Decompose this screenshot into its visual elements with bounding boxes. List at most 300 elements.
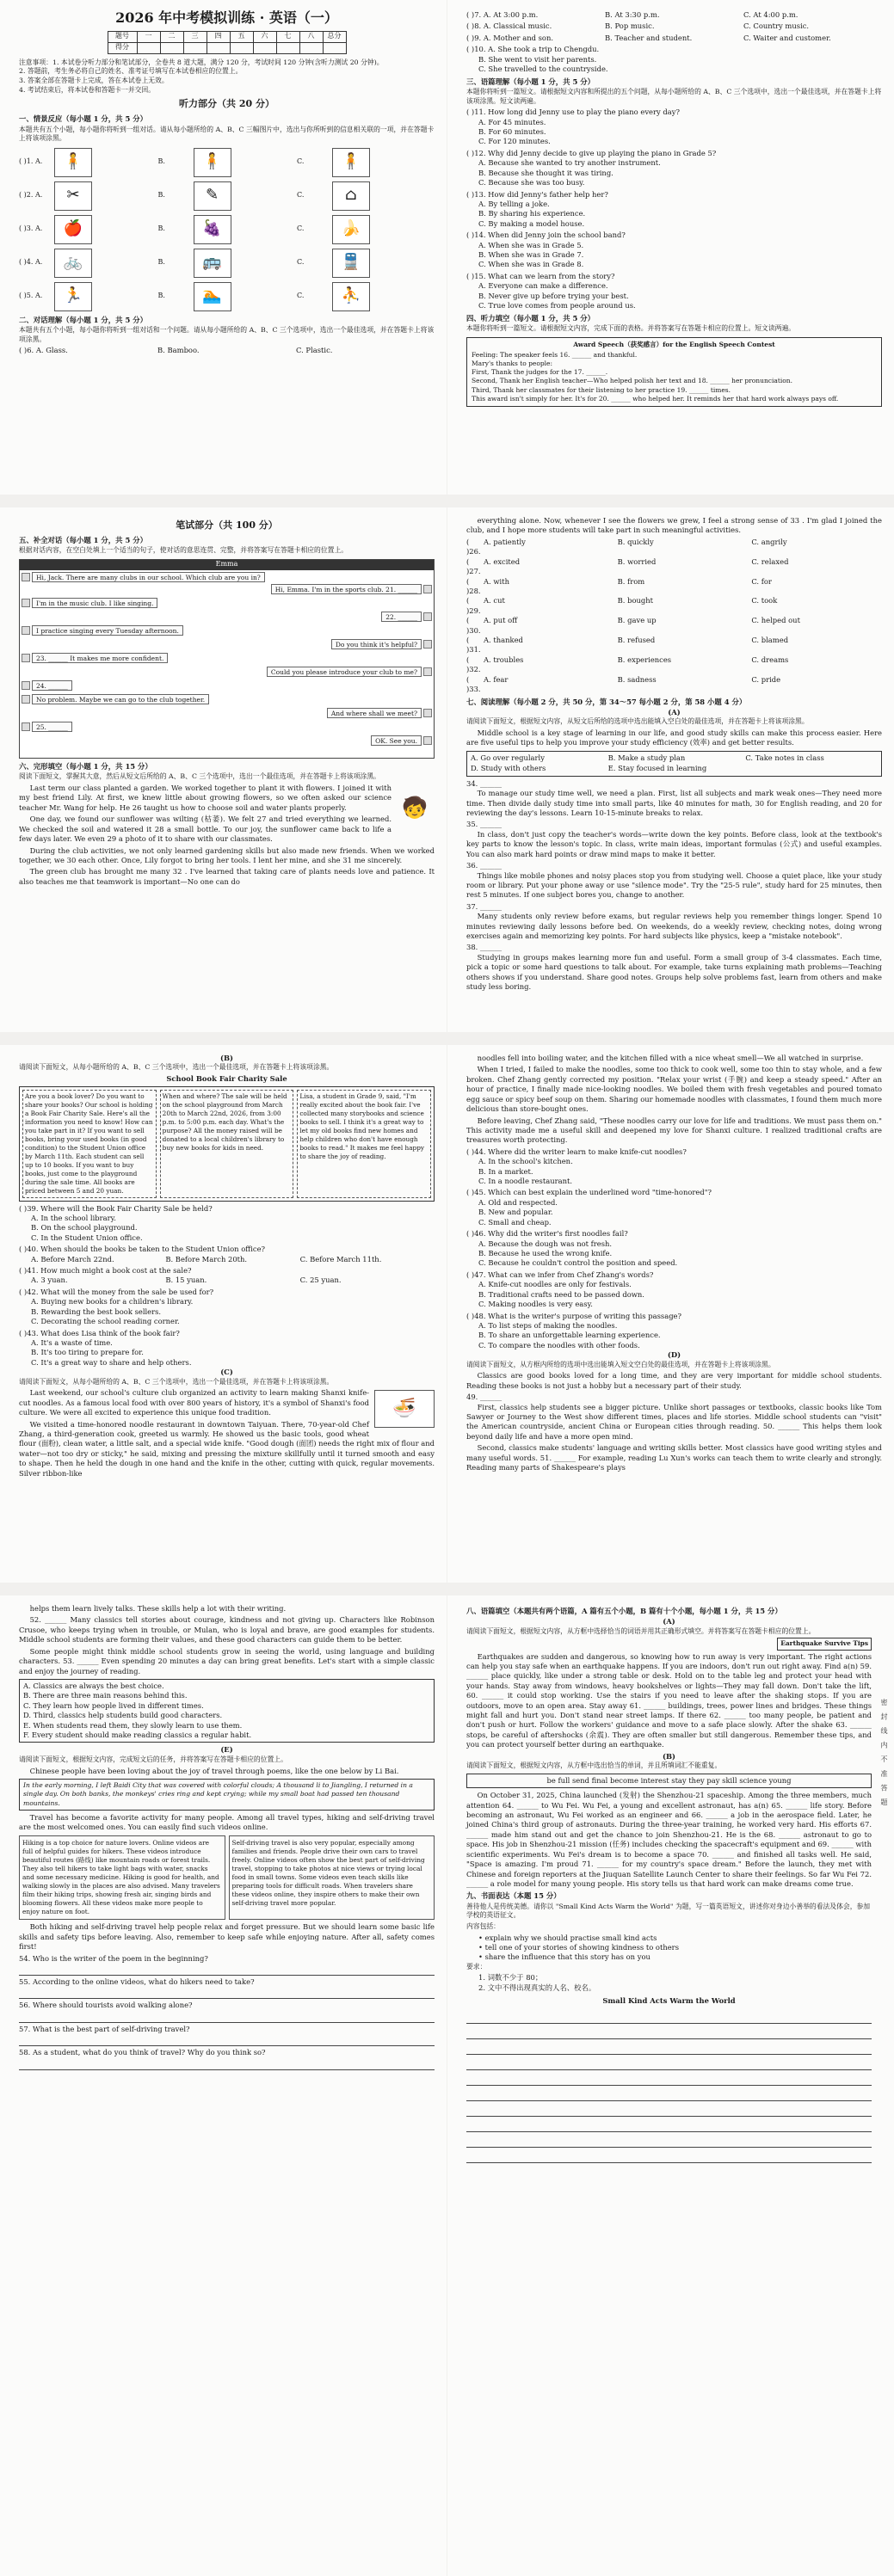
box-option: F. Every student should make reading classics a regular habit. [23,1731,252,1740]
part-c-desc: 请阅读下面短文，从每小题所给的 A、B、C 三个选项中，选出一个最佳选项，并在答题卡上将该项涂黑。 [19,1377,334,1386]
passage-paragraph: Classics are good books loved for a long time, and they are very important for middle school students. Reading these books is not just a hobby but a necessary part of their study. [466,1371,882,1390]
questions-7-9 [466,10,882,43]
question-stem: ( )43. What does Lisa think of the book fair? [19,1328,180,1337]
passage-paragraph: We visited a time-honored noodle restaurant in downtown Taiyuan. There, 70-year-old Chef Zhang, a third-generation cook, greeted us warmly. He showed us the basic tools, good wheat flour (面粉), clean water, a little salt, and a special wide knife. "Good dough (面团) needs the right mix of flour and water—not too dry or sticky," he said, mixing and pressing the mixture skillfully until it turned smooth and easy to shape. Then he held the dough in one hand and the knife in the other, cutting with quick, regular movements. Silver ribbon-like [19,1419,435,1478]
classics-passage-cont [19,1604,435,1676]
picture-row [19,249,435,278]
note-item: 1. 词数不少于 80； [478,1973,543,1983]
section-7-title: 七、阅读理解（每小题 2 分，共 50 分，第 34～57 每小题 2 分，第 58 小题 4 分） [466,697,747,706]
question-stem: ( )15. What can we learn from the story? [466,271,615,280]
option-label: ( )4. A. [19,258,43,267]
chat-bubble: 24. ______ [32,680,72,691]
picture-option [158,181,296,211]
score-table [108,31,347,54]
picture-option [158,282,296,311]
question-stem: 55. According to the online videos, what do hikers need to take? [19,1977,255,1986]
hiking-column: Hiking is a top choice for nature lovers. Online videos are full of helpful guides for hikers. These videos introduce beautiful routes (路线) like mountain roads or forest trails. They also tell hikers to take light bags with water, snacks and some necessary medicine. Hiking is good for health, and walking slowly in the places are also advised. Many travelers film their hiking trips, showing fresh air, singing birds and blooming flowers. All these videos make more people to enjoy nature on foot. [19,1835,225,1921]
passage-paragraph: One day, we found our sunflower was wilting (枯萎). We felt 27 and tried everything we learned. We checked the soil and watered it 28 a small bottle. To our joy, the sunflower came back to life a few days later. We even 29 a photo of it to share with our classmates. [19,815,392,844]
travel-paragraph: Travel has become a favorite activity for many people. Among all travel types, hiking and self-driving travel are the most welcomed ones. You can easily find such videos online. [19,1812,435,1832]
question-option: C. Because he couldn't control the position and speed. [478,1258,678,1268]
question-option: A. Because she wanted to try another instrument. [478,158,661,168]
question-row [466,34,882,43]
part-a-label-8: (A) [663,1617,675,1626]
option-label: ( )2. A. [19,191,43,200]
question-option: C. Making noodles is very easy. [478,1300,593,1309]
question-stem: ( )41. How much might a book cost at the sale? [19,1266,192,1276]
part-a-paragraphs [466,779,882,993]
picture-icon: 🧍 [54,148,92,177]
avatar-right [423,640,432,649]
box-option: C. Take notes in class [745,753,824,762]
avatar-right [423,736,432,745]
option-label: B. [157,292,165,300]
essay-line [466,2041,872,2055]
question-option: C. Decorating the school reading corner. [31,1317,180,1326]
passage-paragraph: Many students only review before exams, but regular reviews help you remember things longer. Spend 10 minutes reviewing daily lessons before bed. On weekends, do a weekly review, checking notes, doing wrong exercises again and memorizing key points. For hard subjects like physics, keep a "mistake notebook". [466,912,882,941]
question-option: B. By sharing his experience. [478,209,586,218]
picture-icon: 🍎 [54,215,92,244]
cloze-option: B. quickly [617,537,654,546]
passage-paragraph: The green club has brought me many 32 . I've learned that taking care of plants needs love and patience. It also teaches me that teamwork is important—No one can do [19,867,435,886]
essay-writing-lines [466,2010,872,2163]
picture-option [19,181,157,211]
picture-option [297,215,435,244]
chat-bubble: No problem. Maybe we can go to the club together. [32,694,209,704]
wu-fei-passage: On October 31, 2025, China launched (发射) the Shenzhou-21 spaceship. Among the three members, much attention 64. ______ to Wu Fei. Wu Fei, a young and excellent astronaut, has a(n) 65. ______ life story. Before becoming an astronaut, Wu Fei worked as an engineer and 66. ______ a job in the aerospace field. Later, he joined China's third group of astronauts. During the three-year training, he worked very hard. His efforts 67. ______ made him stand out and get the chance to join Shenzhou-21. He is the 68. ______ astronaut to go to space. His job in Shenzhou-21 mission (任务) includes checking the spacecraft's equipment and 69. ______ with scientific experiments. Wu Fei's dream is to become a space 70. ______ and finished all tasks well. He said, "Space is amazing. I'm proud 71. ______ for my country's space dream." Before the launch, they met with Chinese and foreign reporters at the Jiuquan Satellite Launch Center to share their feelings. So far Wu Fei 72. ______ a role model for many young people. His story tells us that hard work can make dreams come true. [466,1791,872,1888]
exam-page-7 [0,1595,447,2576]
question-number: ( )29. [466,596,481,615]
exam-page-6 [447,1045,894,1583]
award-line: Feeling: The speaker feels 16. ______ and thankful. [472,350,638,359]
cloze-option: A. thanked [484,636,523,645]
notes-title: 要求： [466,1962,487,1970]
score-header-cell: 题号 [108,31,137,42]
question-option: A. Before March 22nd. [31,1254,114,1263]
question-option: A. Knife-cut noodles are only for festivals. [478,1280,632,1289]
award-line: Mary's thanks to people: [472,359,553,367]
question-option: A. For 45 minutes. [478,117,546,126]
picture-option [297,249,435,278]
section-8-title: 八、语篇填空（本题共有两个语篇，A 篇有五个小题，B 篇有十个小题，每小题 1 分，共 15 分） [466,1607,782,1615]
part-d-desc: 请阅读下面短文，从方框内所给的选项中选出能填入短文空白处的最佳选项，并在答题卡上将该项涂黑。 [466,1360,775,1368]
questions-11-15 [466,108,882,310]
question-option: C. 25 yuan. [299,1276,342,1285]
cloze-option: A. troubles [484,655,524,664]
options-box [466,751,882,777]
chat-bubble: 25. ______ [32,722,72,732]
question-stem: ( )39. Where will the Book Fair Charity Sale be held? [19,1203,213,1213]
cloze-option: A. put off [484,616,518,625]
cloze-option: B. gave up [617,616,657,625]
question-option: C. True love comes from people around us. [478,301,636,310]
page-1-content [19,9,435,489]
classics-passage [466,1371,882,1472]
section-9-title: 九、书面表达（本题 15 分） [466,1891,561,1901]
question-option: A. In the school's kitchen. [478,1157,573,1166]
cloze-option: C. took [751,596,778,606]
avatar-left [22,654,30,662]
question-option: B. Rewarding the best book sellers. [31,1306,162,1316]
picture-icon: 🚲 [54,249,92,278]
option-label: C. [297,258,305,267]
picture-icon: 🧍 [194,148,231,177]
question-option: B. Traditional crafts need to be passed down. [478,1289,644,1299]
exam-page-5 [0,1045,447,1583]
cloze-option: B. experiences [617,655,672,664]
picture-row [19,215,435,244]
section-4-desc: 本题你将听到一篇短文。请根据短文内容，完成下面的表格。并将答案写在答题卡相应的位置上。短文读两遍。 [466,324,796,332]
passage-paragraph: 52. ______ Many classics tell stories about courage, kindness and not giving up. Characters like Robinson Crusoe, who keeps trying when in trouble, or Mulan, who is loyal and brave, are good examples for students. Middle school students are forming their values, and these good characters can guide them to be better. [19,1615,435,1645]
avatar-right [423,709,432,717]
essay-line [466,2103,872,2117]
picture-option [19,249,157,278]
award-line: First, Thank the judges for the 17. ______. [472,368,608,377]
award-title: Award Speech（获奖感言）for the English Speech Contest [573,340,775,348]
cloze-options [466,538,882,695]
picture-icon: 🍌 [332,215,370,244]
question-option: A. Because the dough was not fresh. [478,1239,613,1248]
option-label: B. [157,224,165,233]
cloze-option: A. excited [484,556,521,566]
question-stem: ( )44. Where did the writer learn to make knife-cut noodles? [466,1147,687,1156]
option-a: ( )9. A. Mother and son. [466,33,554,42]
box-option: B. There are three main reasons behind this. [23,1691,188,1700]
question-option: A. In the school library. [31,1213,116,1222]
score-cell [253,42,276,53]
cloze-option: C. dreams [751,655,789,664]
word-box: be full send final become interest stay they pay skill science young [466,1774,872,1788]
picture-option [158,215,296,244]
option-a: ( )8. A. Classical music. [466,22,552,31]
award-line: Third, Thank her classmates for their listening to her practice 19. ______ times. [472,385,731,394]
question-option: C. To compare the noodles with other foods. [478,1340,640,1349]
avatar-right [423,667,432,676]
question-option: A. Old and respected. [478,1197,558,1207]
picture-row [19,282,435,311]
picture-icon: ⛹ [332,282,370,311]
safety-paragraph: Both hiking and self-driving travel help people relax and forget pressure. But we should learn some basic life skills and safety tips before leaving. Also, remember to keep safe while enjoying nature. After all, safety comes first! [19,1922,435,1952]
cloze-option: C. pride [751,674,781,684]
passage-paragraph: 34. ______ [466,778,502,788]
question-stem: ( )48. What is the writer's purpose of writing this passage? [466,1311,681,1320]
exam-page-4 [447,507,894,1032]
requirement-item: • share the influence that this story has on you [478,1952,650,1962]
question-stem: 58. As a student, what do you think of travel? Why do you think so? [19,2048,266,2057]
answer-line [19,2013,435,2023]
part-b-desc: 请阅读下面短文，从每小题所给的 A、B、C 三个选项中，选出一个最佳选项，并在答题卡上将该项涂黑。 [19,1063,334,1072]
option-c: C. At 4:00 p.m. [743,10,798,19]
question-option: C. By making a model house. [478,218,585,228]
award-line: This award isn't simply for her. It's for 20. ______ who helped her. It reminds her that hard work always pays off. [472,394,839,403]
question-number: ( )28. [466,576,481,595]
q6-c: C. Plastic. [296,346,333,355]
picture-option [158,148,296,177]
option-label: C. [297,292,305,300]
question-option: B. On the school playground. [31,1223,138,1233]
box-option: B. Make a study plan [607,753,686,762]
passage-paragraph: 38. ______ [466,943,502,952]
travel-columns [19,1835,435,1921]
cloze-option: C. angrily [751,537,787,546]
passage-paragraph: 35. ______ [466,820,502,829]
option-b: B. Teacher and student. [605,33,693,42]
question-stem: ( )42. What will the money from the sale be used for? [19,1287,214,1296]
score-header-cell: 三 [183,31,207,42]
question-option: C. For 120 minutes. [478,137,551,146]
section-9-desc: 善待他人是传统美德。请你以 "Small Kind Acts Warm the World" 为题，写一篇英语短文，讲述你对身边小善举的看法及体会，参加学校的英语征文。 [466,1902,871,1920]
score-header-cell: 五 [230,31,253,42]
essay-line [466,2149,872,2163]
chat-bubble: And where shall we meet? [327,708,422,718]
earthquake-passage: Earthquakes are sudden and dangerous, so knowing how to run away is very important. The right actions can help you stay safe when an earthquake happens. If you are indoors, don't run out right away. Find a(n) 59. ______ place quickly, like under a strong table or desk. Hold on to the table leg and protect your head with your hands. Stay away from windows, heavy bookshelves or lights—They may fall down. Don't take the lift, 60. ______ it could stop working. Use the stairs if you need to leave after the shaking stops. If you are outdoors, move to an open area. Stay away 61. ______ buildings, trees, power lines and bridges. These things might fall and hurt you. Don't stand near street lamps. If there 62. ______ too many people, be patient and don't push or hurt. Follow the workers' guidance and move to a safe place slowly. After the shake 63. ______ stops, be careful of aftershocks (余震). They are often smaller but still dangerous. Remember these tips, and you can protect yourself better during an earthquake. [466,1651,872,1749]
notice-list [19,58,435,95]
questions-54-58 [19,1954,435,2070]
essay-line [466,2010,872,2024]
avatar-left [22,681,30,690]
question-stem: 54. Who is the writer of the poem in the beginning? [19,1953,208,1963]
box-option: C. They learn how people lived in different times. [23,1700,204,1710]
passage-paragraph: noodles fell into boiling water, and the kitchen filled with a nice wheat smell—We all watched in surprise. [477,1054,864,1062]
written-title: 笔试部分（共 100 分） [176,520,278,531]
picture-option [297,148,435,177]
question-number: ( )26. [466,537,481,556]
question-option: C. In a noodle restaurant. [478,1177,573,1186]
section-3-title: 三、语篇理解（每小题 1 分，共 5 分） [466,77,595,86]
avatar-left [22,695,30,704]
question-stem: ( )45. Which can best explain the underlined word "time-honored"? [466,1188,712,1197]
question-row [466,10,882,20]
picture-option [297,181,435,211]
requirement-item: • tell one of your stories of showing kindness to others [478,1943,679,1952]
part-a-desc: 请阅读下面短文，根据短文内容，从短文后所给的选项中选出能填入空白处的最佳选项，并在答题卡上将该项涂黑。 [466,717,809,726]
question-stem: ( )11. How long did Jenny use to play the piano every day? [466,108,680,117]
option-label: ( )1. A. [19,157,43,166]
passage-paragraph: Before leaving, Chef Zhang said, "These noodles carry our love for life and traditions. We must pass them on." This activity made me a useful skill and deepened my love for Shanxi culture. I realized traditional crafts are treasures worth protecting. [466,1116,882,1145]
seal-line-strip: 密 封 线 内 不 准 答 题 [880,1699,888,1808]
cloze-option: C. blamed [751,636,789,645]
earthquake-tag: Earthquake Survive Tips [777,1638,872,1650]
picture-icon: ✎ [194,181,231,211]
box-option: A. Classics are always the best choice. [23,1681,164,1690]
section-6-title: 六、完形填空（每小题 1 分，共 15 分） [19,761,152,771]
answer-line [19,1989,435,1999]
picture-icon: ✂ [54,181,92,211]
section-6-desc: 阅读下面短文，掌握其大意，然后从短文后所给的 A、B、C 三个选项中，选出一个最佳选项，并在答题卡上将该项涂黑。 [19,772,380,781]
page-6-content [466,1054,882,1577]
chat-bubble: Do you think it's helpful? [331,639,422,649]
page-8-content [466,1604,872,2571]
passage-paragraph: During the club activities, we not only learned gardening skills but also made new friends. When we worked together, we 30 each other. Once, Lily forgot to bring her tools. I lent her mine, and she 31 me sincerely. [19,845,435,864]
picture-questions [19,148,435,311]
essay-title: Small Kind Acts Warm the World [602,1996,736,2006]
poem-box: In the early morning, I left Baidi City that was covered with colorful clouds; A thousand li to Jiangling, I returned in a single day. On both banks, the monkeys' cries ring and kept crying; while my small boat had passed ten thousand mountains. [19,1779,435,1811]
question-number: ( )33. [466,674,481,694]
avatar-left [22,573,30,581]
essay-line [466,2134,872,2148]
part-b-label: (B) [219,1054,233,1062]
page-4-content [466,516,882,1027]
part-a-desc-8: 请阅读下面短文，根据短文内容，从方框中选择恰当的词语并用其正确形式填空。并将答案写在答题卡相应的位置上。 [466,1626,816,1635]
chat-bubble: I practice singing every Tuesday afternoon. [32,625,183,636]
q10-opt-b: B. She went to visit her parents. [478,54,597,64]
kid-gardening-illustration: 🧒 [402,795,428,820]
part-e-desc: 请阅读下面短文，根据短文内容，完成短文后的任务，并将答案写在答题卡相应的位置上。 [19,1755,287,1763]
avatar-right [423,585,432,593]
essay-line [466,2072,872,2086]
question-option: C. Small and cheap. [478,1217,552,1227]
cloze-option: C. helped out [751,616,800,625]
award-speech-table [466,337,882,407]
passage-paragraph: Things like mobile phones and noisy places stop you from studying well. Choose a quiet place, like your study room or library. Put your phone away or use "silence mode". Try the "25-5 rule", study hard for 25 minutes, then rest 5 minutes. If one subject bores you, change to another. [466,870,882,900]
requirement-item: • explain why we should practise small kind acts [478,1933,657,1942]
passage-paragraph: To manage our study time well, we need a plan. First, list all subjects and mark weak ones—They need more time. Then divide daily study time into small parts, like 40 minutes for math, 30 for English reading, and 20 for reviewing the day's lessons. Learn 10-15-minute breaks to relax. [466,789,882,817]
section-1-title: 一、情景反应（每小题 1 分，共 5 分） [19,114,147,124]
cloze-option: B. worried [617,556,657,566]
chat-bubble: Hi, Jack. There are many clubs in our school. Which club are you in? [32,572,265,582]
part-a-label: (A) [668,708,681,717]
page-3-content [19,516,435,1027]
score-header-cell: 六 [253,31,276,42]
question-option: B. 15 yuan. [165,1276,207,1285]
chat-bubble: 22. ______ [381,612,422,622]
requirements-title: 内容包括： [466,1921,500,1930]
part-d-label: (D) [667,1350,681,1360]
question-10: ( )10. A. She took a trip to Chengdu. [466,45,600,54]
question-option: B. When she was in Grade 7. [478,250,584,260]
section-2-title: 二、对话理解（每小题 1 分，共 5 分） [19,315,147,324]
passage-paragraph: When I tried, I failed to make the noodles, some too thick to cook well, some too thin to stay whole, and a few broken. Chef Zhang gently corrected my position. "Relax your wrist (手腕) and keep a steady speed." After an hour of practice, I finally made nice-looking noodles. We boiled them with fresh vegetables and poured tomato egg sauce or spicy beef soup on them. Sharing our homemade noodles with classmates, I found them much more delicious than store-bought ones. [466,1065,882,1114]
question-stem: 56. Where should tourists avoid walking alone? [19,2001,193,2010]
passage-paragraph: 36. ______ [466,861,502,870]
question-option: B. It's too tiring to prepare for. [31,1348,144,1357]
exam-page-2 [447,0,894,495]
picture-option [19,215,157,244]
chat-bubble: 23. ______ It makes me more confident. [32,653,168,663]
option-label: C. [297,157,305,166]
cloze-option: C. relaxed [751,556,789,566]
essay-line [466,2056,872,2070]
score-header-cell: 八 [299,31,323,42]
note-item: 2. 文中不得出现真实的人名、校名。 [478,1983,596,1992]
requirements-list [466,1934,872,1963]
sale-col-3: Lisa, a student in Grade 9, said, "I'm really excited about the book fair. I've collected many storybooks and science books to sell. I think it's a great way to let my old books find new homes and help children who don't have enough books to read." It makes me feel happy to share the joy of reading. [297,1090,431,1197]
part-a-intro: Middle school is a key stage of learning in our life, and good study skills can make this process easier. Here are five useful tips to help you improve your study efficiency (效率) and get better results. [466,729,882,747]
question-options-row [19,1255,435,1264]
picture-icon: 🏊 [194,282,231,311]
sale-title: School Book Fair Charity Sale [166,1074,287,1084]
option-label: ( )5. A. [19,292,43,300]
option-b: B. Pop music. [605,22,655,31]
section-4-title: 四、听力填空（每小题 1 分，共 5 分） [466,313,595,323]
question-stem: ( )40. When should the books be taken to the Student Union office? [19,1245,266,1254]
option-label: B. [157,258,165,267]
noodle-bowl-illustration: 🍜 [374,1390,435,1428]
option-label: ( )3. A. [19,224,43,233]
question-option: A. Everyone can make a difference. [478,281,608,291]
question-option: A. To list steps of making the noodles. [478,1320,618,1330]
notice-item: 注意事项：1. 本试卷分听力部分和笔试部分，全卷共 8 道大题，满分 120 分，考试时间 120 分钟(含听力测试 20 分钟)。 [19,58,384,66]
question-option: B. New and popular. [478,1208,553,1217]
question-option: C. Because she was too busy. [478,178,585,188]
award-lines [472,351,877,403]
cloze-option: C. for [751,576,772,586]
essay-line [466,2026,872,2039]
cloze-passage [19,784,435,887]
question-option: C. When she was in Grade 8. [478,260,584,269]
avatar-left [22,722,30,731]
question-option: C. Before March 11th. [299,1254,382,1263]
score-cell [160,42,183,53]
cloze-option: A. cut [484,596,505,606]
picture-option [19,282,157,311]
part-c-label: (C) [220,1368,233,1377]
question-stem: ( )14. When did Jenny join the school band? [466,231,626,240]
cloze-option: B. bought [617,596,654,606]
question-option: A. Buying new books for a children's library. [31,1297,194,1306]
option-c: C. Country music. [743,22,810,31]
box-option: D. Study with others [471,764,546,773]
page-7-content [19,1604,435,2571]
questions-44-48 [466,1147,882,1350]
score-header-cell: 四 [207,31,230,42]
sale-col-1: Are you a book lover? Do you want to share your books? Our school is holding a Book Fair Charity Sale. Here's all the information you need to know! How can you take part in it? If you want to sell books, bring your used books (in good condition) to the Student Union office by March 11th. Each student can sell up to 10 books. If you want to buy books, just come to the playground during the sale time. All books are priced between 5 and 20 yuan. [22,1090,157,1197]
answer-line [19,2060,435,2070]
cloze-option: B. refused [617,636,656,645]
section-2-desc: 本题共有五个小题，每小题你将听到一组对话和一个问题。请从每小题所给的 A、B、C 三个选项中，选出一个最佳选项，并在答题卡上将该项涂黑。 [19,326,435,343]
chat-header: Emma [20,560,434,570]
question-option: A. When she was in Grade 5. [478,240,584,249]
picture-icon: 🚌 [194,249,231,278]
cloze-option: A. with [484,576,509,586]
question-6 [19,346,435,355]
picture-option [297,282,435,311]
question-option: A. By telling a joke. [478,199,550,208]
page-2-content [466,9,882,489]
question-option: A. 3 yuan. [31,1276,68,1285]
exam-page-8 [447,1595,894,2576]
passage-paragraph: Some people might think middle school students grow in seeing the world, using language and building characters. 53. ______ Even spending 20 minutes a day can bring great benefits. Let's start with a simple classic and enjoy the journey of reading. [19,1646,435,1675]
question-number: ( )27. [466,556,481,576]
box-option: E. When students read them, they slowly learn to use them. [23,1720,243,1730]
question-number: ( )30. [466,616,481,635]
notice-item: 2. 答题前，考生务必将自己的姓名、准考证号填写在本试卷相应的位置上。 [19,67,243,76]
answer-line [19,2036,435,2046]
noodle-passage [19,1388,435,1479]
question-option: A. It's a waste of time. [31,1337,113,1347]
question-stem: ( )47. What can we infer from Chef Zhang's words? [466,1270,654,1279]
noodle-passage-cont [466,1054,882,1146]
passage-paragraph: 37. ______ [466,901,502,911]
question-stem: ( )12. Why did Jenny decide to give up playing the piano in Grade 5? [466,148,717,157]
sale-notice-columns [19,1086,435,1201]
cloze-option: A. fear [484,674,509,684]
part-e-label: (E) [220,1745,233,1755]
picture-option [19,148,157,177]
notice-item: 4. 考试结束后，将本试卷和答题卡一并交回。 [19,85,156,94]
question-stem: 57. What is the best part of self-driving travel? [19,2024,190,2033]
question-row [466,22,882,31]
score-cell: 得分 [108,42,137,53]
cloze-passage-end: everything alone. Now, whenever I see the flowers we grew, I feel a strong sense of 33 . I'm glad I joined the club, and I hope more students will take part in such meaningful activities. [466,516,882,535]
option-label: B. [157,157,165,166]
section-5-title: 五、补全对话（每小题 1 分，共 5 分） [19,535,147,544]
question-option: B. Because she thought it was tiring. [478,168,613,177]
chat-bubble: I'm in the music club. I like singing. [32,598,157,608]
score-cell [207,42,230,53]
picture-icon: 🚆 [332,249,370,278]
question-option: C. It's a great way to share and help others. [31,1357,192,1367]
chat-dialogue [19,559,435,759]
